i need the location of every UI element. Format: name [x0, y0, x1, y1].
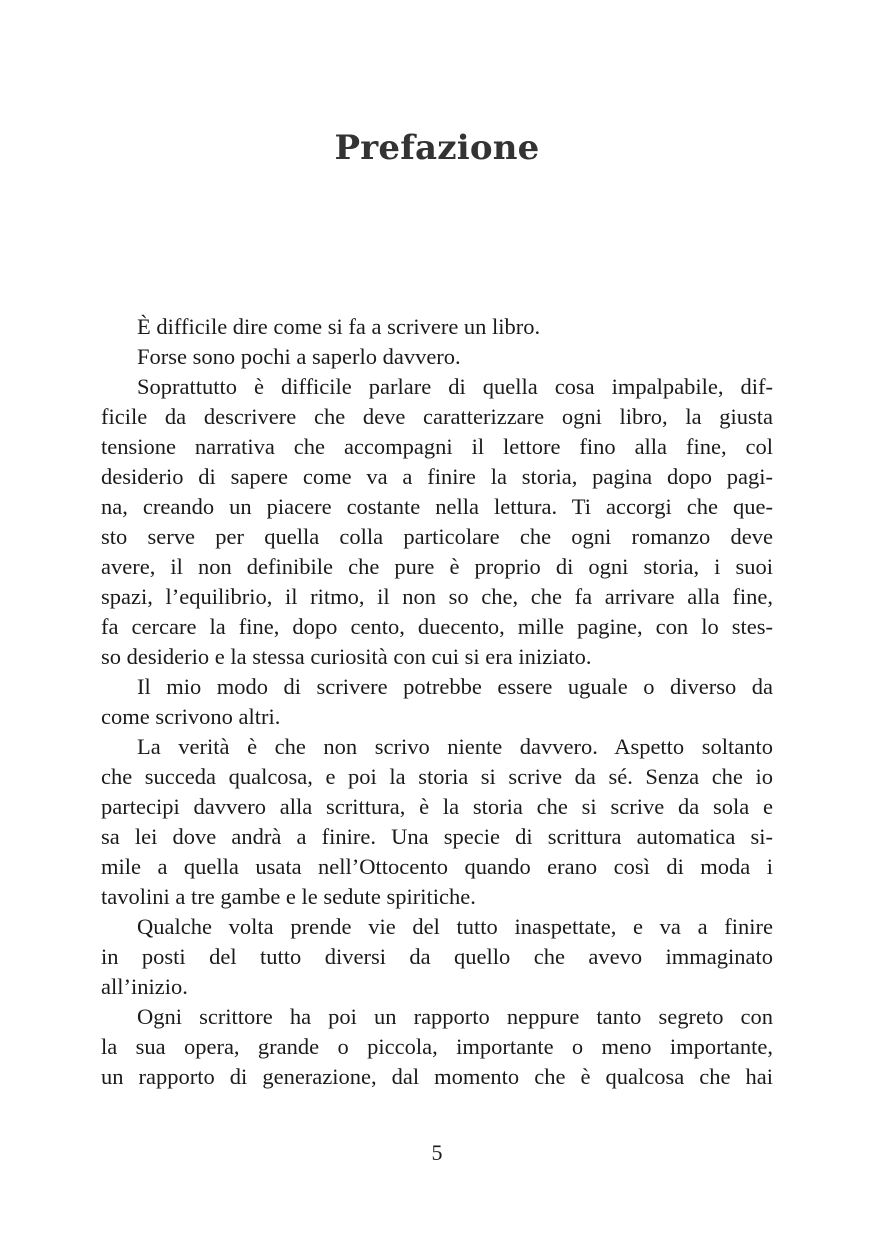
text-line: avere, il non definibile che pure è proprio di ogni storia, i suoi — [101, 554, 773, 579]
text-line: La verità è che non scrivo niente davvero. Aspetto soltanto — [137, 734, 773, 759]
text-line: che succeda qualcosa, e poi la storia si scrive da sé. Senza che io — [101, 764, 773, 789]
text-line: Ogni scrittore ha poi un rapporto neppure tanto segreto con — [137, 1004, 773, 1029]
text-line: sa lei dove andrà a finire. Una specie di scrittura automatica si- — [101, 824, 773, 849]
text-line: tavolini a tre gambe e le sedute spiritiche. — [101, 884, 476, 909]
page-title: Prefazione — [334, 128, 540, 168]
text-line: un rapporto di generazione, dal momento che è qualcosa che hai — [101, 1064, 773, 1089]
page-number: 5 — [431, 1140, 443, 1165]
paragraph — [101, 312, 773, 342]
text-line: come scrivono altri. — [101, 704, 281, 729]
paragraph — [101, 912, 773, 1002]
paragraph — [101, 732, 773, 912]
text-line: desiderio di sapere come va a finire la storia, pagina dopo pagi- — [101, 464, 773, 489]
paragraph — [101, 342, 773, 372]
text-line: Il mio modo di scrivere potrebbe essere uguale o diverso da — [137, 674, 773, 699]
text-line: partecipi davvero alla scrittura, è la storia che si scrive da sola e — [101, 794, 773, 819]
text-line: na, creando un piacere costante nella lettura. Ti accorgi che que- — [101, 494, 773, 519]
text-line: sto serve per quella colla particolare che ogni romanzo deve — [101, 524, 773, 549]
text-line: fa cercare la fine, dopo cento, duecento, mille pagine, con lo stes- — [101, 614, 773, 639]
body-text — [101, 312, 773, 1092]
text-line: Soprattutto è difficile parlare di quella cosa impalpabile, dif- — [137, 374, 773, 399]
text-line: mile a quella usata nell’Ottocento quando erano così di moda i — [101, 854, 773, 879]
text-line: so desiderio e la stessa curiosità con cui si era iniziato. — [101, 644, 592, 669]
text-line: la sua opera, grande o piccola, importante o meno importante, — [101, 1034, 773, 1059]
paragraph — [101, 672, 773, 732]
text-line: Forse sono pochi a saperlo davvero. — [137, 344, 461, 369]
text-line: ficile da descrivere che deve caratterizzare ogni libro, la giusta — [101, 404, 773, 429]
text-line: È difficile dire come si fa a scrivere un libro. — [137, 314, 541, 339]
text-line: in posti del tutto diversi da quello che avevo immaginato — [101, 944, 773, 969]
paragraph — [101, 372, 773, 672]
paragraph — [101, 1002, 773, 1092]
text-line: Qualche volta prende vie del tutto inaspettate, e va a finire — [137, 914, 773, 939]
text-line: all’inizio. — [101, 974, 188, 999]
text-line: tensione narrativa che accompagni il lettore fino alla fine, col — [101, 434, 773, 459]
text-line: spazi, l’equilibrio, il ritmo, il non so che, che fa arrivare alla fine, — [101, 584, 773, 609]
